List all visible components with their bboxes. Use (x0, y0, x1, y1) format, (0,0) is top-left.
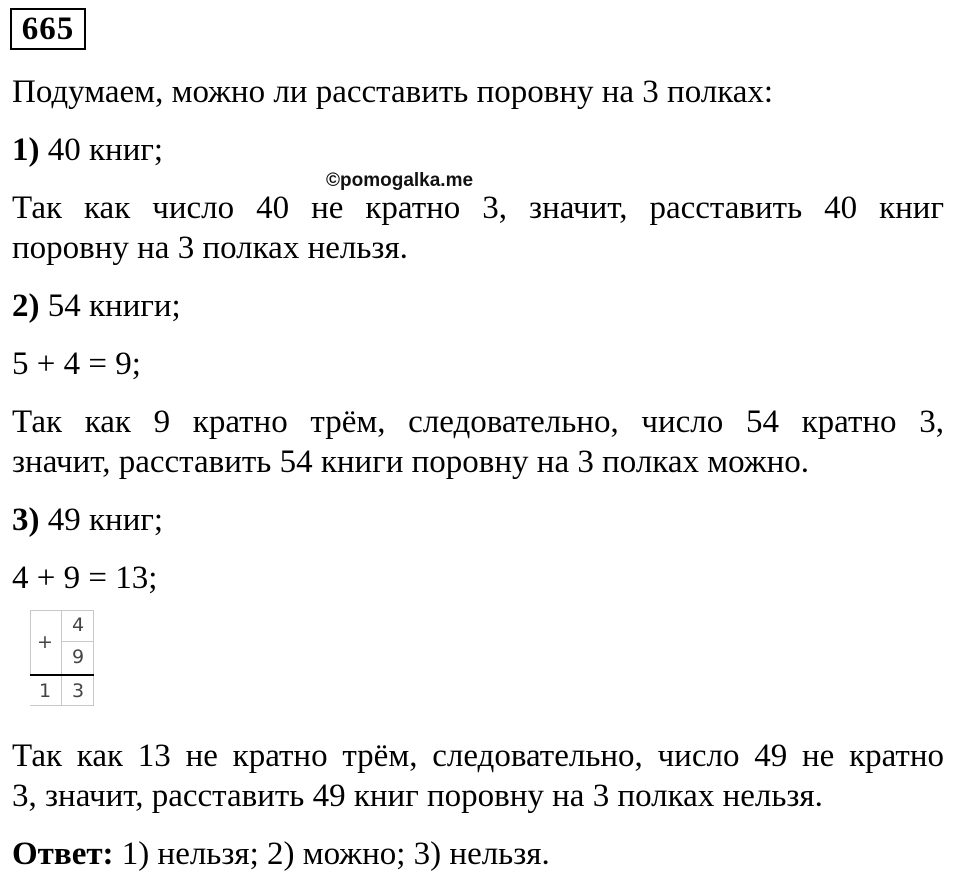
sum-units-digit: 3 (71, 680, 85, 702)
addend-2-digit: 9 (71, 646, 85, 668)
part-3-title: 49 книг; (47, 502, 164, 538)
sum-tens-digit: 1 (38, 680, 52, 702)
plus-sign: + (37, 631, 53, 653)
part-2-conclusion-line-2: значит, расставить 54 книги поровну на 3 полках можно. (12, 444, 809, 480)
part-1-conclusion-line-2: поровну на 3 полках нельзя. (12, 230, 408, 266)
column-addition (30, 610, 94, 706)
part-2-equation: 5 + 4 = 9; (12, 346, 141, 382)
part-2-title: 54 книги; (47, 288, 181, 324)
part-3-label: 3) (12, 502, 40, 538)
grid-right-edge (93, 610, 94, 706)
grid-column-divider (61, 610, 62, 706)
part-1-label: 1) (12, 132, 40, 168)
part-2-label: 2) (12, 288, 40, 324)
answer-label: Ответ: (12, 836, 114, 872)
part-1-heading (12, 130, 163, 170)
part-3-heading (12, 500, 163, 540)
part-3-conclusion-line-2: 3, значит, расставить 49 книг поровну на 3 полках нельзя. (12, 778, 823, 814)
part-1-conclusion-line-1: Так как число 40 не кратно 3, значит, расставить 40 книг (12, 190, 944, 226)
addend-1-digit: 4 (71, 614, 85, 636)
intro-text: Подумаем, можно ли расставить поровну на 3 полках: (12, 74, 774, 110)
part-3-equation: 4 + 9 = 13; (12, 560, 158, 596)
answer-line (12, 834, 550, 874)
answer-text: 1) нельзя; 2) можно; 3) нельзя. (121, 836, 550, 872)
task-number: 665 (10, 8, 86, 50)
part-3-conclusion-line-1: Так как 13 не кратно трём, следовательно, число 49 не кратно (12, 738, 944, 774)
part-2-conclusion-line-1: Так как 9 кратно трём, следовательно, число 54 кратно 3, (12, 404, 944, 440)
watermark: ©pomogalka.me (326, 170, 474, 191)
part-2-heading (12, 286, 181, 326)
part-1-title: 40 книг; (47, 132, 164, 168)
